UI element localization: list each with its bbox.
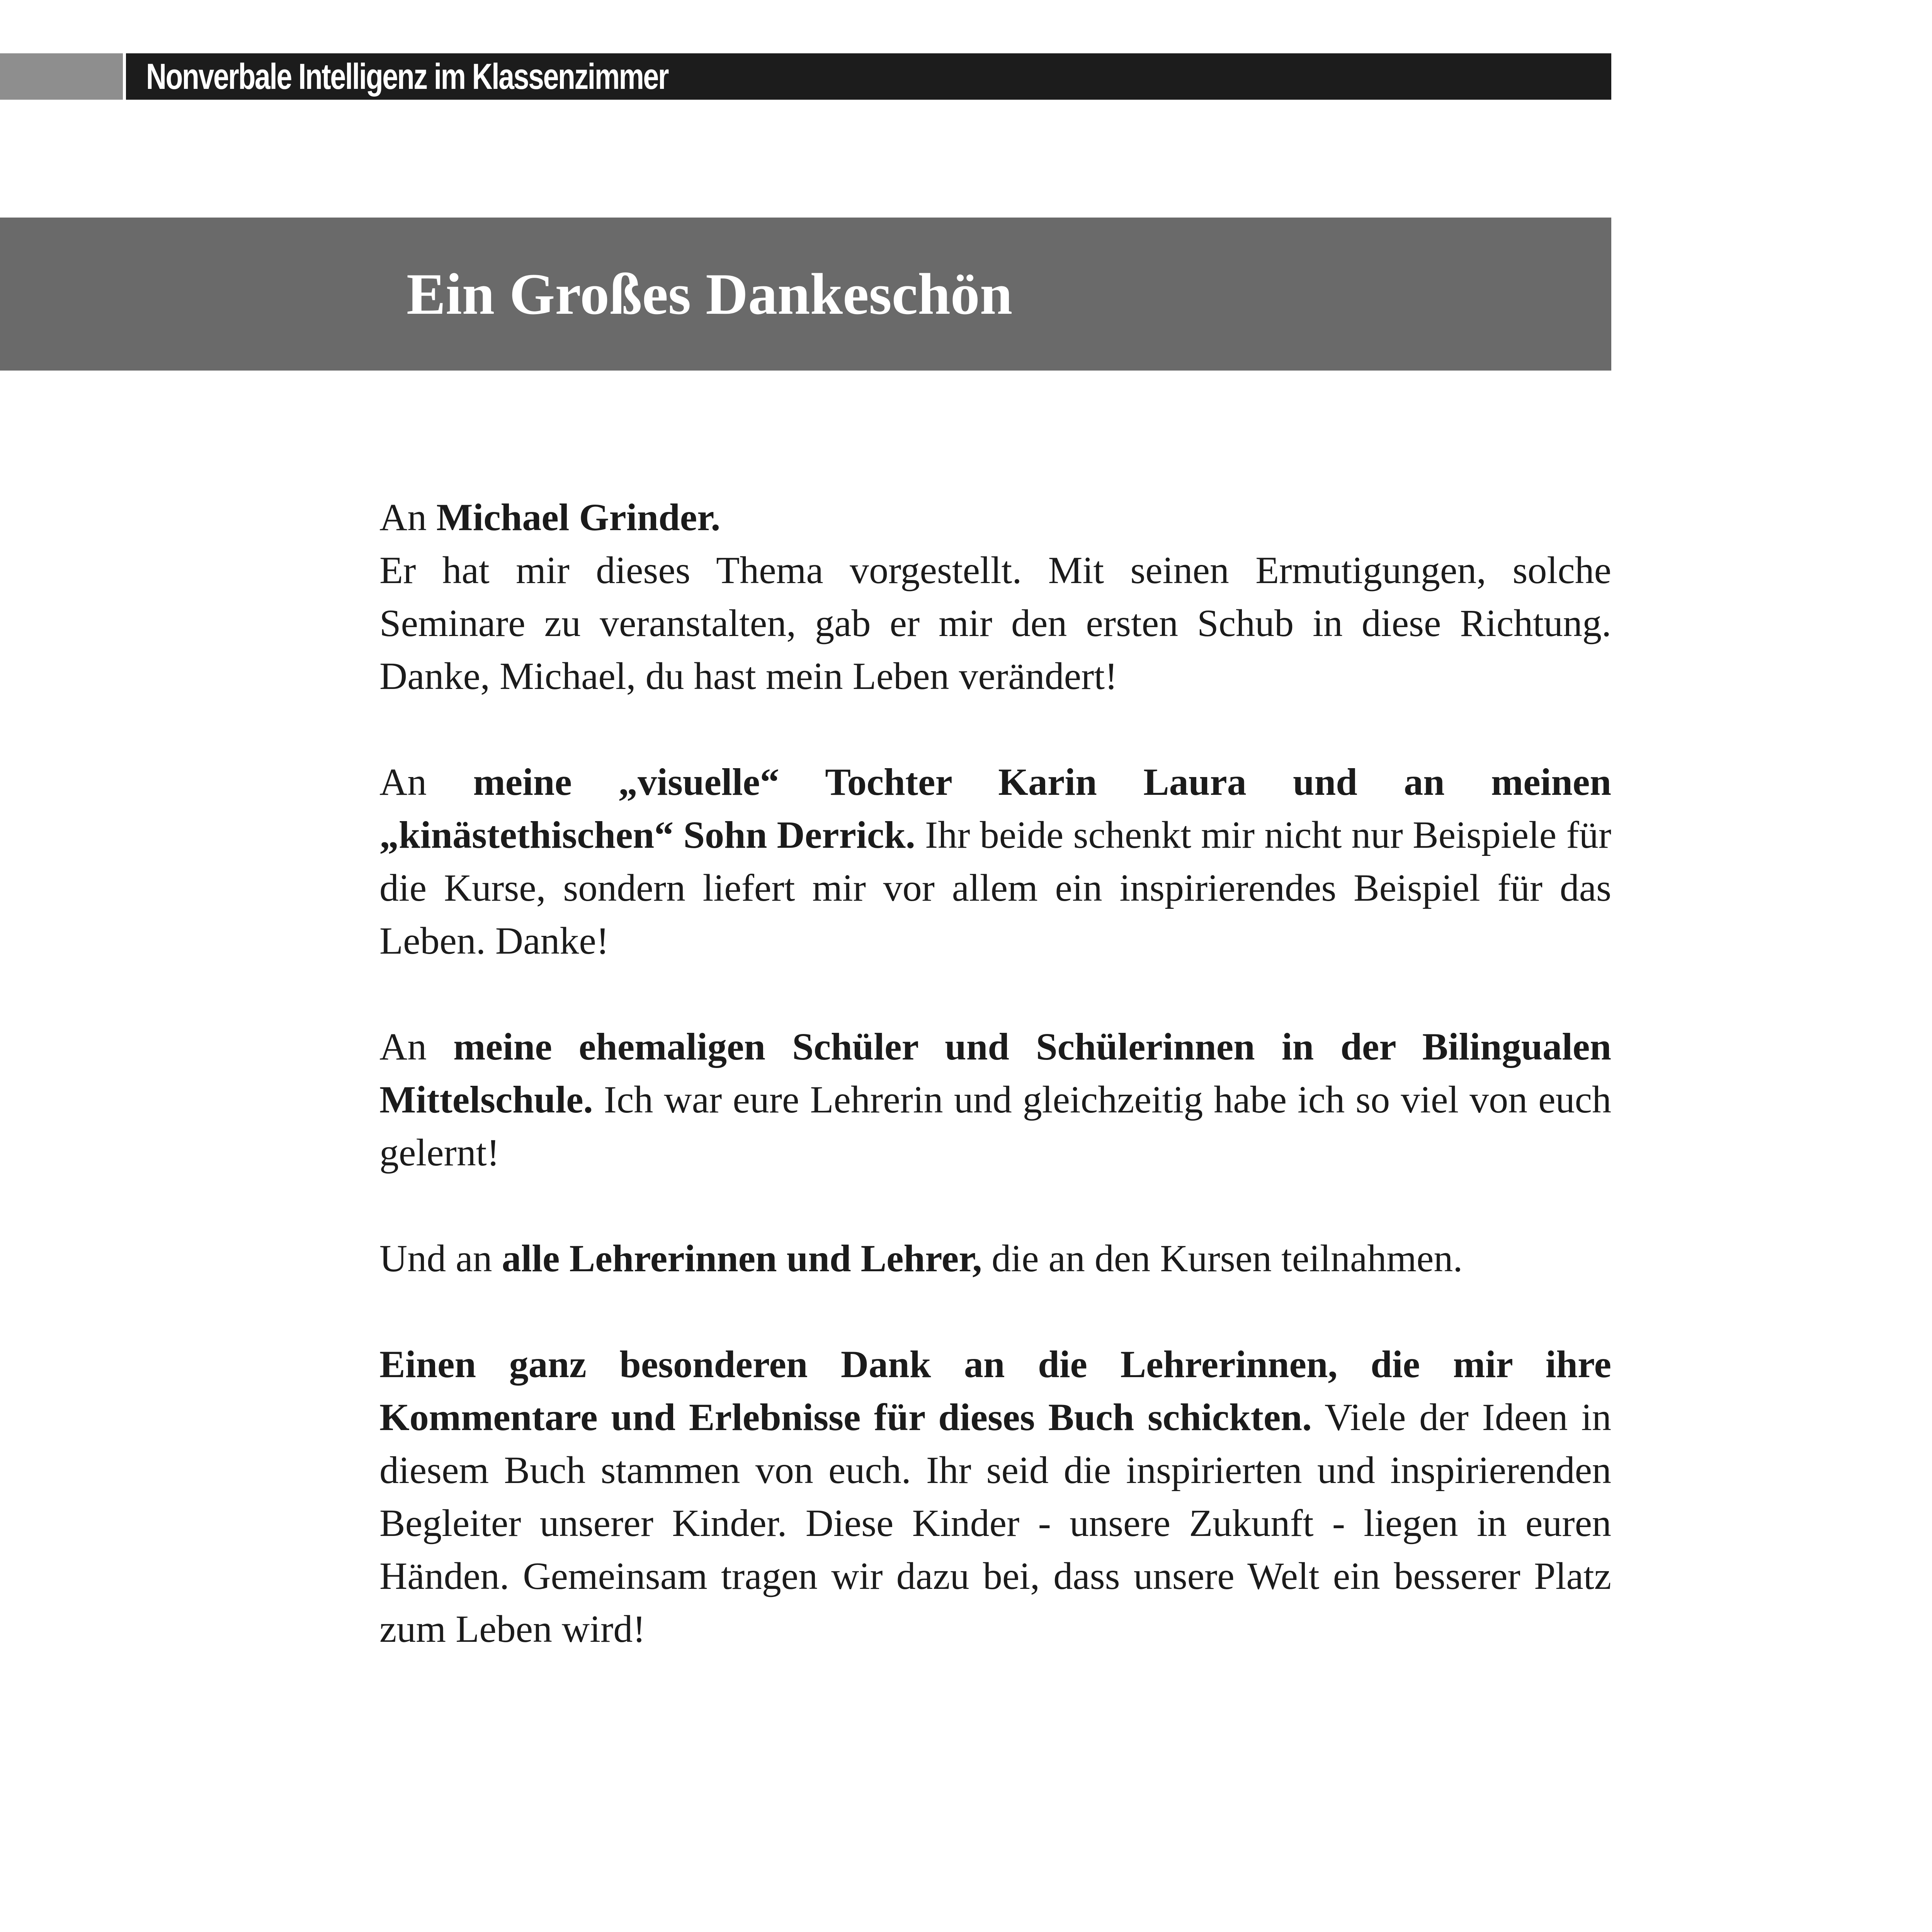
paragraph-text: die an den Kursen teilnahmen. bbox=[982, 1237, 1463, 1280]
paragraph-text: Ich war eure Lehrerin und gleichzeitig habe ich so viel von euch gelernt! bbox=[379, 1078, 1611, 1174]
header-grey-bar bbox=[0, 53, 123, 100]
paragraph-michael-grinder bbox=[379, 491, 1611, 702]
paragraph-intro: An bbox=[379, 1025, 454, 1068]
paragraph-bold-lead: Michael Grinder. bbox=[436, 496, 721, 539]
paragraph-intro: Und an bbox=[379, 1237, 502, 1280]
paragraph-text: Viele der Ideen in diesem Buch stammen von euch. Ihr seid die inspirierten und inspirierenden Begleiter unserer Kinder. Diese Kinder - unsere Zukunft - liegen in euren Händen. Gemeinsam tragen wir dazu bei, dass unsere Welt ein besserer Platz zum Leben wird! bbox=[379, 1396, 1612, 1650]
paragraph-bold-lead: Einen ganz besonderen Dank an die Lehrerinnen, die mir ihre Kommentare und Erlebnisse für dieses Buch schickten. bbox=[379, 1343, 1611, 1439]
paragraph-children bbox=[379, 755, 1611, 967]
running-header-title: Nonverbale Intelligenz im Klassenzimmer bbox=[146, 56, 668, 97]
acknowledgements-body bbox=[379, 491, 1611, 1708]
paragraph-bold-lead: meine ehemaligen Schüler und Schülerinnen in der Bilingualen Mittelschule. bbox=[379, 1025, 1611, 1121]
paragraph-intro: An bbox=[379, 496, 437, 539]
paragraph-text: Er hat mir dieses Thema vorgestellt. Mit seinen Ermutigungen, solche Seminare zu veranstalten, gab er mir den ersten Schub in diese Richtung. Danke, Michael, du hast mein Leben verändert! bbox=[379, 549, 1611, 697]
paragraph-teachers bbox=[379, 1232, 1611, 1285]
paragraph-bold-lead: alle Lehrerinnen und Lehrer, bbox=[502, 1237, 982, 1280]
paragraph-students bbox=[379, 1020, 1611, 1179]
paragraph-special-thanks bbox=[379, 1338, 1611, 1655]
paragraph-text: Ihr beide schenkt mir nicht nur Beispiele für die Kurse, sondern liefert mir vor allem ein inspirierendes Beispiel für das Leben. Danke! bbox=[379, 813, 1612, 962]
paragraph-intro: An bbox=[379, 760, 473, 803]
page-title: Ein Großes Dankeschön bbox=[406, 262, 1013, 327]
paragraph-bold-lead: meine „visuelle“ Tochter Karin Laura und an meinen „kinästethischen“ Sohn Derrick. bbox=[379, 760, 1611, 856]
